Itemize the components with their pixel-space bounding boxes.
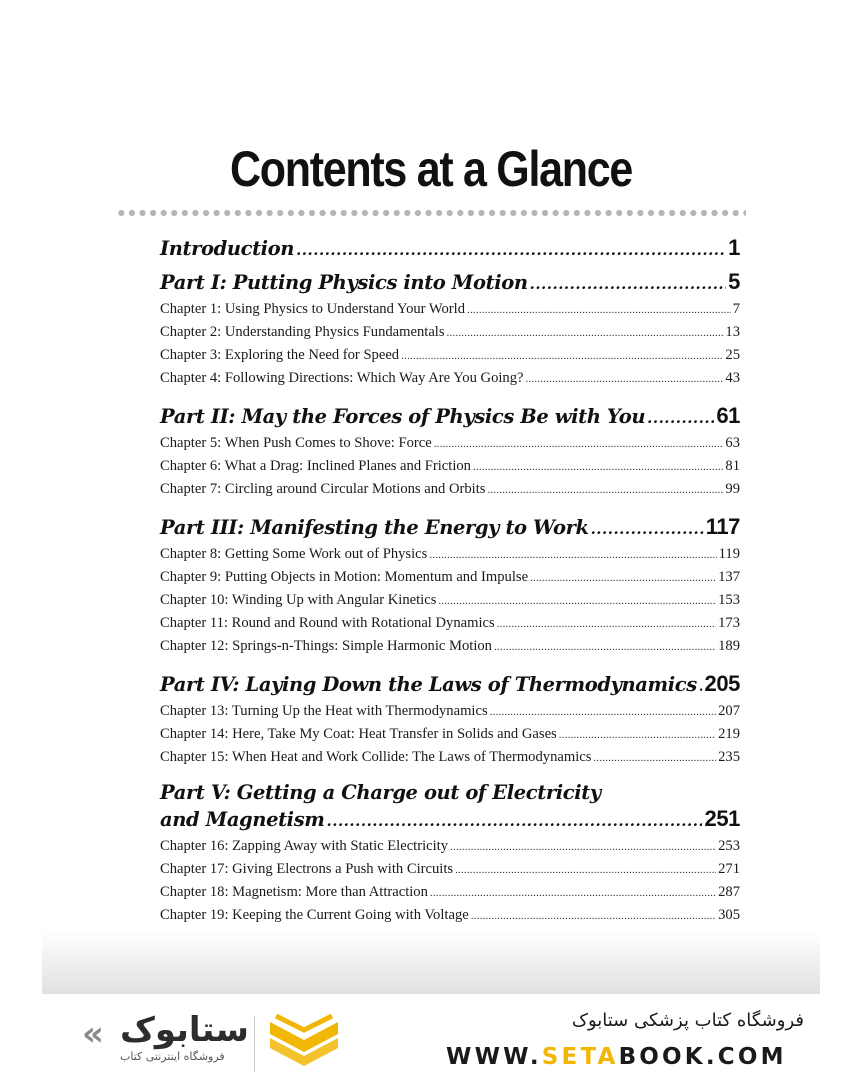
toc-chapter[interactable]	[160, 881, 740, 904]
chapter-page: 235	[718, 749, 740, 765]
chapter-title: Chapter 7: Circling around Circular Motions and Orbits	[160, 481, 486, 497]
store-url-link[interactable]	[446, 1044, 787, 1070]
dot-leader	[430, 882, 716, 904]
chapter-title: Chapter 5: When Push Comes to Shove: Force	[160, 435, 432, 451]
chapter-page: 189	[718, 638, 740, 654]
store-logo-tagline: فروشگاه اینترنتی کتاب	[120, 1050, 225, 1063]
toc-part-2[interactable]	[160, 402, 740, 432]
dot-leader	[487, 479, 723, 501]
chapter-page: 137	[718, 569, 740, 585]
toc-part-5[interactable]	[160, 805, 740, 835]
toc-chapter[interactable]	[160, 700, 740, 723]
toc-intro-page: 1	[728, 235, 740, 260]
url-suffix: BOOK.COM	[618, 1044, 787, 1070]
chapter-title: Chapter 11: Round and Round with Rotational Dynamics	[160, 615, 495, 631]
part-page: 61	[716, 403, 740, 428]
page-title: Contents at a Glance	[230, 141, 632, 197]
part-title: and Magnetism	[160, 808, 325, 831]
page-bottom-shadow	[42, 930, 820, 994]
dot-leader	[647, 404, 714, 432]
dot-leader	[591, 515, 704, 543]
open-book-icon	[266, 1014, 342, 1072]
part-page: 5	[728, 269, 740, 294]
toc-chapter[interactable]	[160, 904, 740, 927]
toc-chapter[interactable]	[160, 612, 740, 635]
chapter-page: 81	[725, 458, 740, 474]
chapter-title: Chapter 4: Following Directions: Which Way Are You Going?	[160, 370, 524, 386]
toc-chapter[interactable]	[160, 543, 740, 566]
table-of-contents	[160, 234, 740, 950]
chapter-title: Chapter 9: Putting Objects in Motion: Momentum and Impulse	[160, 569, 529, 585]
dot-leader	[296, 236, 726, 264]
dot-leader	[699, 672, 703, 700]
chapter-page: 173	[718, 615, 740, 631]
chapter-page: 119	[718, 546, 740, 562]
chapter-page: 7	[732, 301, 740, 317]
chapter-page: 271	[718, 861, 740, 877]
chapter-title: Chapter 1: Using Physics to Understand Your World	[160, 301, 466, 317]
toc-chapter[interactable]	[160, 367, 740, 390]
chapter-title: Chapter 16: Zapping Away with Static Electricity	[160, 838, 449, 854]
dot-leader	[327, 807, 703, 835]
part-title: Part IV: Laying Down the Laws of Thermodynamics	[160, 673, 697, 696]
toc-chapter[interactable]	[160, 746, 740, 769]
dotted-divider	[116, 208, 746, 218]
part-title: Part I: Putting Physics into Motion	[160, 271, 528, 294]
dot-leader	[450, 836, 716, 858]
dot-leader	[401, 345, 723, 367]
chapter-page: 25	[725, 347, 740, 363]
toc-chapter[interactable]	[160, 478, 740, 501]
chapter-page: 13	[725, 324, 740, 340]
dot-leader	[497, 613, 716, 635]
dot-leader	[471, 905, 716, 927]
dot-leader	[467, 299, 731, 321]
toc-chapter[interactable]	[160, 858, 740, 881]
chapter-page: 153	[718, 592, 740, 608]
chapter-page: 219	[718, 726, 740, 742]
url-accent: SETA	[541, 1044, 619, 1070]
dot-leader	[530, 270, 727, 298]
store-logo-text: ستابوک	[120, 1010, 249, 1050]
toc-chapter[interactable]	[160, 723, 740, 746]
dot-leader	[494, 636, 716, 658]
chapter-title: Chapter 15: When Heat and Work Collide: The Laws of Thermodynamics	[160, 749, 592, 765]
chapter-page: 207	[718, 703, 740, 719]
dot-leader	[593, 747, 716, 769]
dot-leader	[530, 567, 716, 589]
chapter-title: Chapter 17: Giving Electrons a Push with Circuits	[160, 861, 454, 877]
chapter-page: 63	[725, 435, 740, 451]
part-5-title-line1[interactable]: Part V: Getting a Charge out of Electricity	[160, 781, 601, 804]
part-title: Part III: Manifesting the Energy to Work	[160, 516, 589, 539]
chapter-title: Chapter 8: Getting Some Work out of Physics	[160, 546, 428, 562]
toc-chapter[interactable]	[160, 298, 740, 321]
chapter-page: 43	[725, 370, 740, 386]
logo-arrows-icon: «	[82, 1014, 96, 1054]
chapter-title: Chapter 14: Here, Take My Coat: Heat Transfer in Solids and Gases	[160, 726, 557, 742]
toc-intro-title: Introduction	[160, 237, 295, 260]
dot-leader	[434, 433, 724, 455]
chapter-title: Chapter 12: Springs-n-Things: Simple Harmonic Motion	[160, 638, 492, 654]
toc-intro[interactable]	[160, 234, 740, 264]
toc-part-3[interactable]	[160, 513, 740, 543]
chapter-title: Chapter 2: Understanding Physics Fundamentals	[160, 324, 445, 340]
chapter-title: Chapter 3: Exploring the Need for Speed	[160, 347, 400, 363]
store-name: فروشگاه کتاب پزشکی ستابوک	[571, 1010, 804, 1031]
chapter-title: Chapter 18: Magnetism: More than Attraction	[160, 884, 428, 900]
chapter-title: Chapter 6: What a Drag: Inclined Planes and Friction	[160, 458, 471, 474]
toc-chapter[interactable]	[160, 321, 740, 344]
dot-leader	[559, 724, 716, 746]
dot-leader	[438, 590, 716, 612]
dot-leader	[447, 322, 724, 344]
toc-chapter[interactable]	[160, 344, 740, 367]
toc-chapter[interactable]	[160, 455, 740, 478]
part-page: 251	[704, 806, 740, 831]
chapter-title: Chapter 19: Keeping the Current Going with Voltage	[160, 907, 469, 923]
toc-chapter[interactable]	[160, 635, 740, 658]
chapter-title: Chapter 13: Turning Up the Heat with Thermodynamics	[160, 703, 488, 719]
chapter-title: Chapter 10: Winding Up with Angular Kinetics	[160, 592, 437, 608]
toc-chapter[interactable]	[160, 566, 740, 589]
toc-part-4[interactable]	[160, 670, 740, 700]
dot-leader	[526, 368, 724, 390]
dot-leader	[490, 701, 716, 723]
toc-chapter[interactable]	[160, 432, 740, 455]
dot-leader	[455, 859, 716, 881]
toc-chapter[interactable]	[160, 835, 740, 858]
part-page: 117	[705, 514, 740, 539]
chapter-page: 305	[718, 907, 740, 923]
dot-leader	[473, 456, 723, 478]
logo-divider	[254, 1016, 255, 1072]
toc-part-1[interactable]	[160, 268, 740, 298]
chapter-page: 99	[725, 481, 740, 497]
chapter-page: 253	[718, 838, 740, 854]
part-title: Part II: May the Forces of Physics Be with You	[160, 405, 646, 428]
url-prefix: WWW.	[446, 1044, 542, 1070]
chapter-page: 287	[718, 884, 740, 900]
dot-leader	[429, 544, 716, 566]
part-page: 205	[704, 671, 740, 696]
toc-chapter[interactable]	[160, 589, 740, 612]
